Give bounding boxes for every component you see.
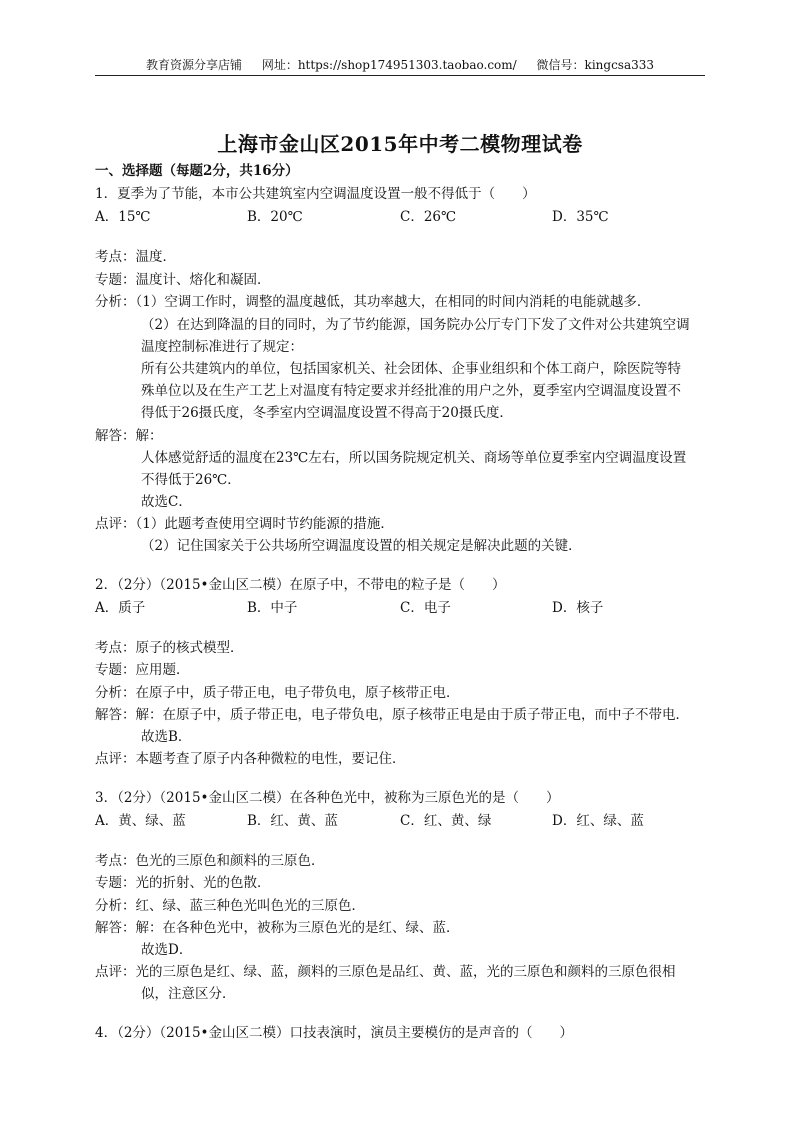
option-b: B．红、黄、蓝 [247,813,338,829]
q3-kaodian: 考点：色光的三原色和颜料的三原色． [95,853,325,869]
option-a: A．质子 [95,600,146,616]
q1-dianping-line: （2）记住国家关于公共场所空调温度设置的相关规定是解决此题的关键． [141,538,582,554]
wechat-id: 微信号：kingcsa333 [536,58,655,72]
q1-jieda-line: 人体感觉舒适的温度在23℃左右，所以国务院规定机关、商场等单位夏季室内空调温度设置 [141,450,687,466]
option-a: A．黄、绿、蓝 [95,813,186,829]
option-b: B．中子 [247,600,298,616]
question-3-stem: 3．（2分）（2015•金山区二模）在各种色光中，被称为三原色光的是（ ） [95,790,560,806]
q2-kaodian: 考点：原子的核式模型． [95,640,244,656]
q3-dianping-line: 似，注意区分． [141,986,236,1002]
option-c: C．红、黄、绿 [400,813,492,829]
option-d: D．红、绿、蓝 [552,813,644,829]
page-header [95,55,705,76]
q1-fenxi-line: （2）在达到降温的目的同时，为了节约能源，国务院办公厅专门下发了文件对公共建筑空调 [141,317,690,333]
question-1-options [95,207,715,227]
page-title: 上海市金山区2015年中考二模物理试卷 [217,132,583,156]
question-3-options [95,811,715,831]
question-1-stem: 1．夏季为了节能，本市公共建筑室内空调温度设置一般不得低于（ ） [95,186,536,202]
option-c: C．26℃ [400,209,457,225]
q3-jieda-line: 解答：解：在各种色光中，被称为三原色光的是红、绿、蓝． [95,920,460,936]
option-b: B．20℃ [247,209,303,225]
q1-fenxi-line: 所有公共建筑内的单位，包括国家机关、社会团体、企事业组织和个体工商户，除医院等特 [141,361,681,377]
shop-name: 教育资源分享店铺 [145,58,242,72]
q1-dianping-line: 点评：（1）此题考查使用空调时节约能源的措施． [95,516,394,532]
q1-kaodian: 考点：温度． [95,249,176,265]
q1-fenxi-line: 温度控制标准进行了规定： [141,339,303,355]
q2-dianping: 点评：本题考查了原子内各种微粒的电性，要记住． [95,751,406,767]
q2-jieda-line: 解答：解：在原子中，质子带正电，电子带负电，原子核带正电是由于质子带正电，而中子不带电． [95,707,689,723]
q3-jieda-line: 故选D． [141,942,193,958]
q1-fenxi-line: 分析：（1）空调工作时，调整的温度越低，其功率越大，在相同的时间内消耗的电能就越多． [95,294,651,310]
option-c: C．电子 [400,600,451,616]
question-2-stem: 2．（2分）（2015•金山区二模）在原子中，不带电的粒子是（ ） [95,577,506,593]
option-d: D．35℃ [552,209,609,225]
q1-fenxi-line: 得低于26摄氏度，冬季室内空调温度设置不得高于20摄氏度． [141,405,513,421]
shop-url: 网址：https://shop174951303.taobao.com/ [261,58,517,72]
question-2-options [95,598,715,618]
question-4-stem: 4．（2分）（2015•金山区二模）口技表演时，演员主要模仿的是声音的（ ） [95,1025,573,1041]
q1-jieda-line: 故选C． [141,494,192,510]
option-d: D．核子 [552,600,604,616]
q1-fenxi-line: 殊单位以及在生产工艺上对温度有特定要求并经批准的用户之外，夏季室内空调温度设置不 [141,383,681,399]
q1-jieda-line: 解答：解： [95,428,163,444]
q2-fenxi: 分析：在原子中，质子带正电，电子带负电，原子核带正电． [95,685,460,701]
q3-fenxi: 分析：红、绿、蓝三种色光叫色光的三原色． [95,898,365,914]
q1-zhuanti: 专题：温度计、熔化和凝固． [95,272,271,288]
q2-zhuanti: 专题：应用题． [95,662,190,678]
option-a: A．15℃ [95,209,151,225]
section-heading: 一、选择题（每题2分，共16分） [95,163,299,179]
q2-jieda-line: 故选B． [141,729,192,745]
q3-dianping-line: 点评：光的三原色是红、绿、蓝，颜料的三原色是品红、黄、蓝，光的三原色和颜料的三原色很相 [95,964,676,980]
q3-zhuanti: 专题：光的折射、光的色散． [95,875,271,891]
q1-jieda-line: 不得低于26℃． [141,472,241,488]
